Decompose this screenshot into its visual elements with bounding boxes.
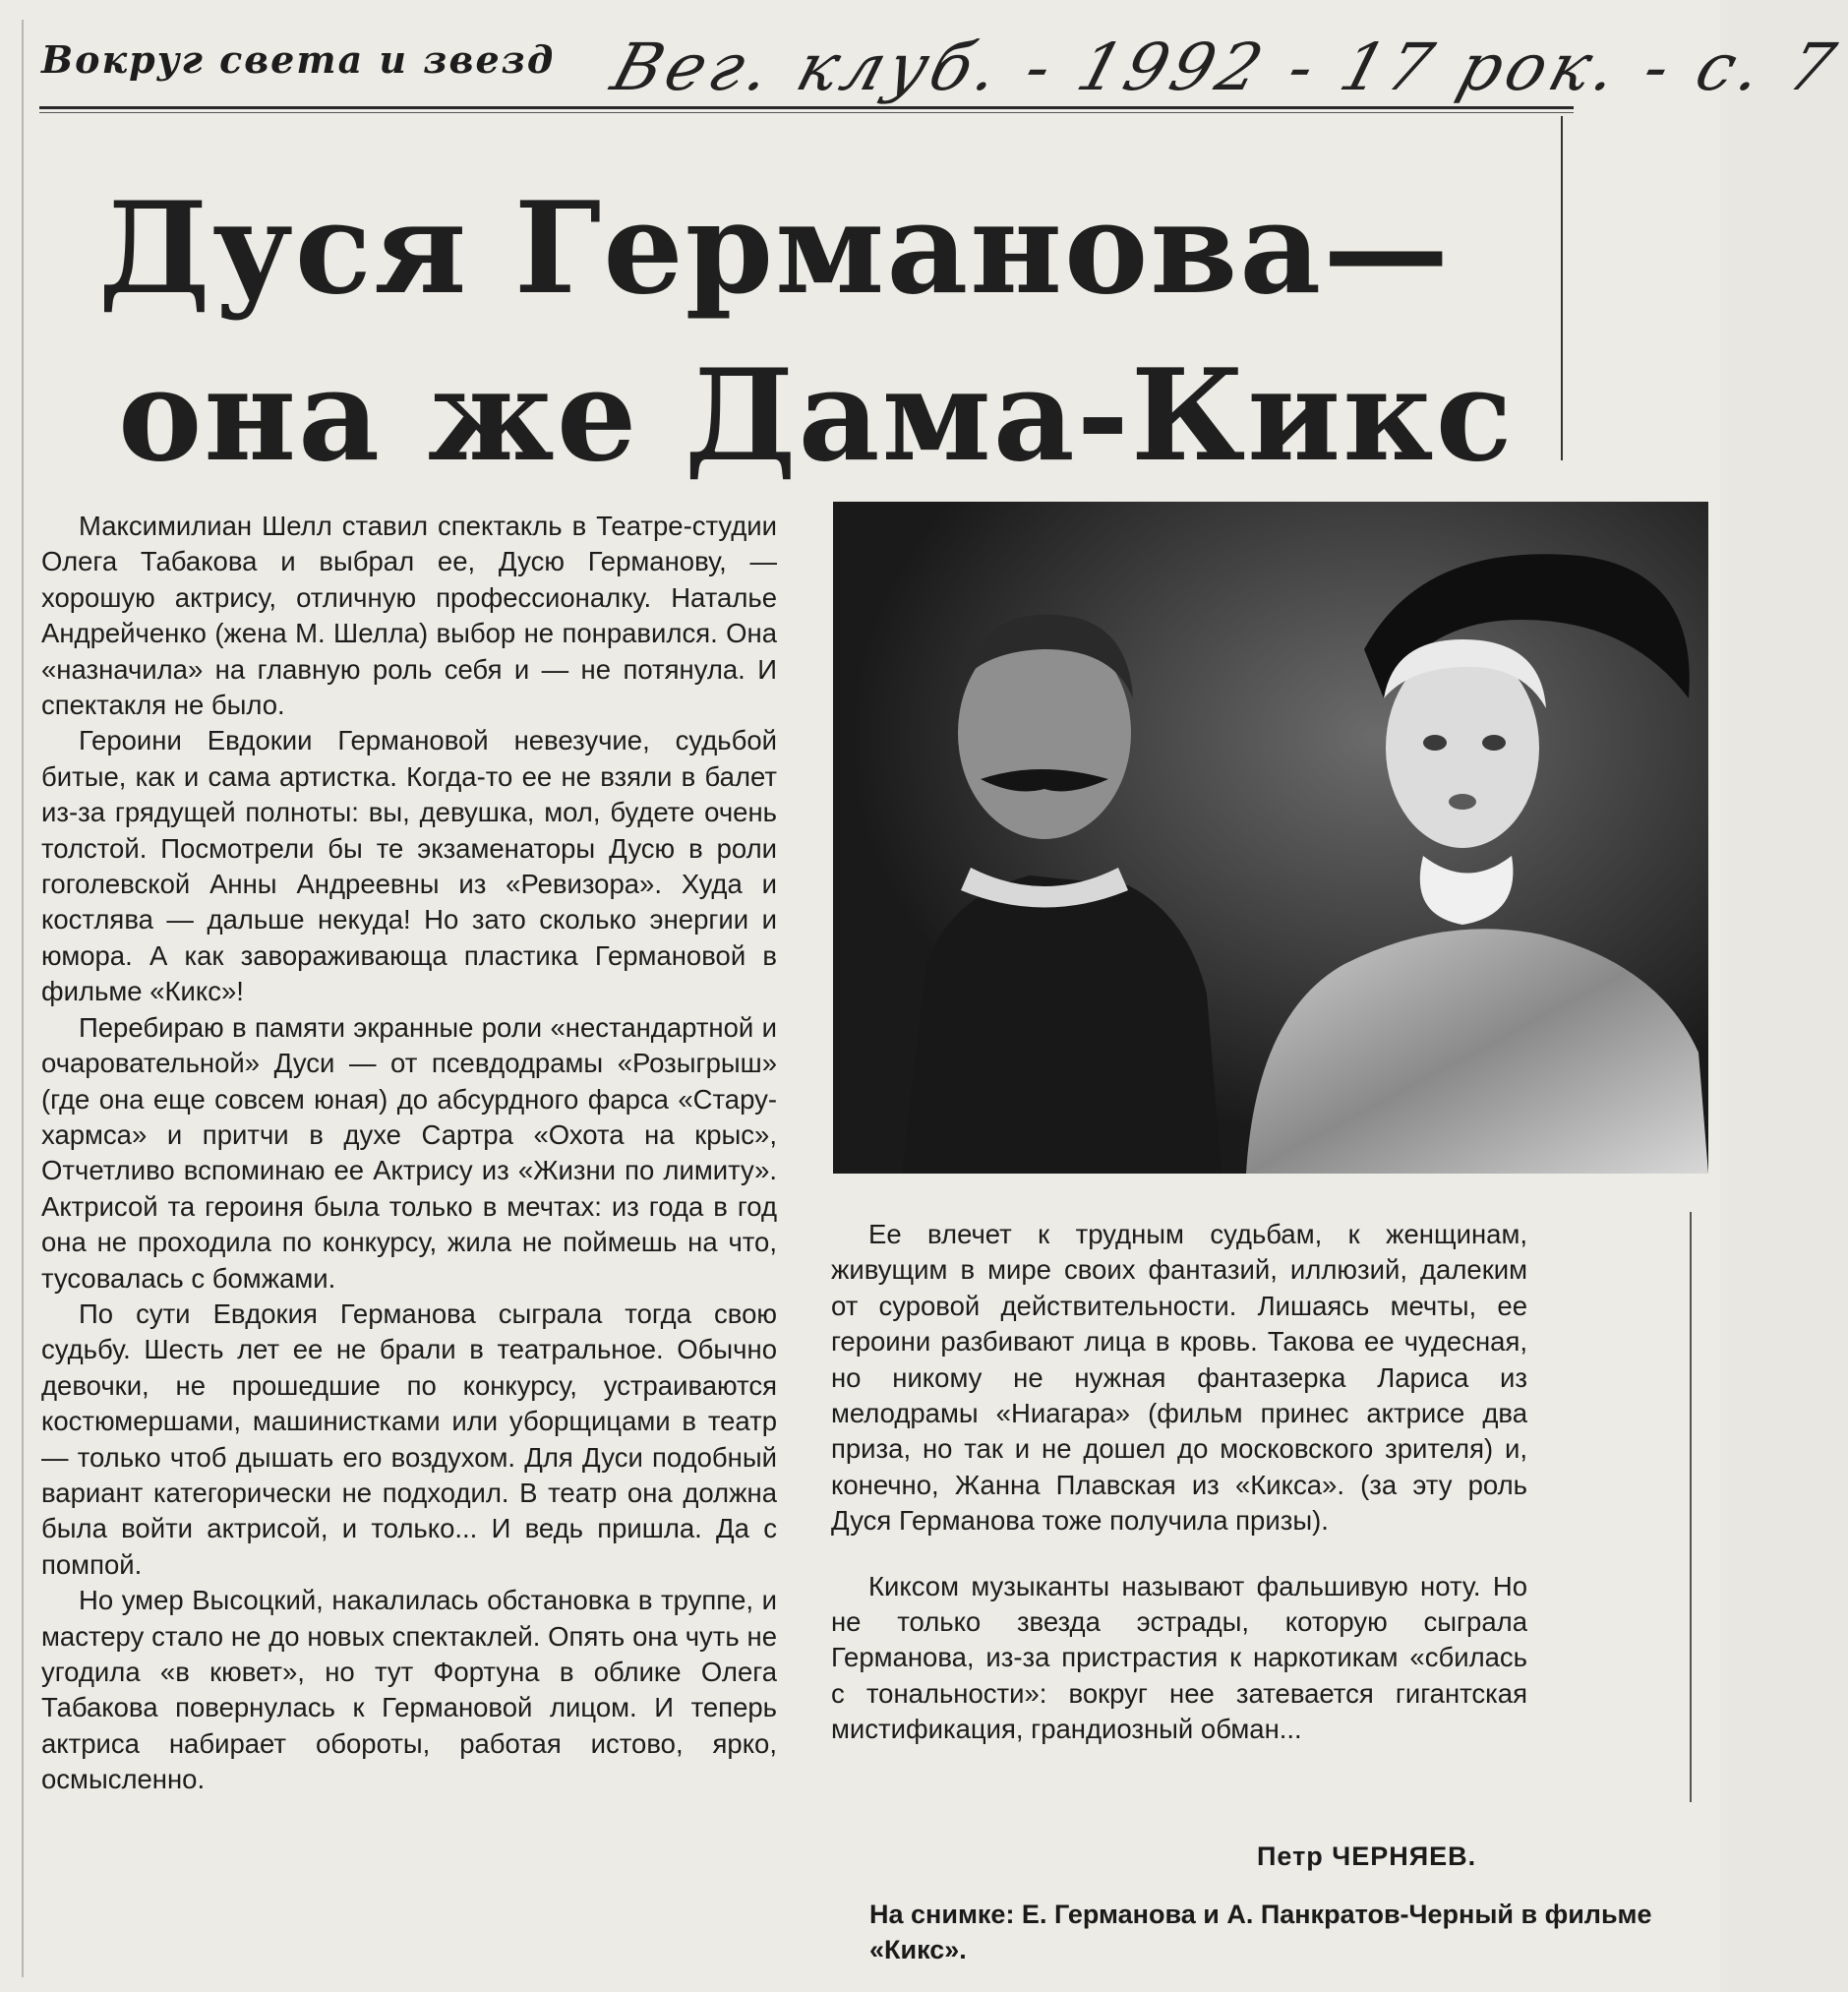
photo-illustration — [833, 502, 1708, 1174]
paragraph: Перебираю в памяти экранные роли «нестандартной и очаровательной» Дуси — от псевдодрамы «Розыгрыш» (где она еще совсем юная) до абсурдного фарса «Стару-хармса» и притчи в духе Сартра «Охота на крыс», Отчетливо вспоминаю ее Актрису из «Жизни по лимиту». Актрисой та героиня была только в мечтах: из года в год она не проходила по конкурсу, жила не поймешь на что, тусовалась с бомжами. — [41, 1011, 777, 1294]
paragraph: Киксом музыканты называют фальшивую ноту. Но не только звезда эстрады, которую сыграла Германова, из-за пристрастия к наркотикам «сбилась с тональности»: вокруг нее затевается гигантская мистификация, грандиозный обман... — [831, 1570, 1527, 1745]
photo-caption: На снимке: Е. Германова и А. Панкратов-Черный в фильме «Кикс». — [869, 1900, 1652, 1964]
header-rule — [39, 106, 1574, 109]
article-left-column — [41, 509, 777, 1798]
section-rubric: Вокруг света и звезд — [41, 37, 556, 82]
author-byline: Петр ЧЕРНЯЕВ. — [1257, 1841, 1477, 1871]
headline-right-rule — [1561, 116, 1563, 460]
handwritten-source-note: Вег. клуб. - 1992 - 17 рок. - с. 7 — [603, 30, 1848, 105]
headline-line-1: Дуся Германова— — [98, 175, 1452, 323]
paragraph: Героини Евдокии Германовой невезучие, судьбой битые, как и сама артистка. Когда-то ее не взяли в балет из-за грядущей полноты: вы, девушка, мол, будете очень толстой. Посмотрели бы те экзаменаторы Дусю в роли гоголевской Анны Андреевны из «Ревизора». Худа и костлява — дальше некуда! Но зато сколько энергии и юмора. А как завораживающа пластика Германовой в фильме «Кикс»! — [41, 725, 777, 1007]
paragraph: По сути Евдокия Германова сыграла тогда свою судьбу. Шесть лет ее не брали в театральное. Обычно девочки, не прошедшие по конкурсу, устраиваются костюмершами, машинистками или уборщицами в театр — только чтоб дышать его воздухом. Для Дуси подобный вариант категорически не подходил. В театр она должна была войти актрисой, и только... И ведь пришла. Да с помпой. — [41, 1298, 777, 1580]
paragraph: Максимилиан Шелл ставил спектакль в Театре-студии Олега Табакова и выбрал ее, Дусю Германову, — хорошую актрису, отличную профессионалку. Наталье Андрейченко (жена М. Шелла) выбор не понравился. Она «назначила» на главную роль себя и — не потянула. И спектакля не было. — [41, 511, 777, 721]
film-still-photo — [833, 502, 1708, 1174]
article-right-column — [831, 1217, 1527, 1748]
left-margin-rule — [22, 20, 24, 1977]
header-rule-thin — [39, 112, 1574, 113]
right-column-rule — [1690, 1212, 1692, 1802]
headline — [98, 165, 1554, 500]
paragraph: Но умер Высоцкий, накалилась обстановка в труппе, и мастеру стало не до новых спектаклей. Опять она чуть не угодила «в кювет», но тут Фортуна в облике Олега Табакова повернулась к Германовой лицом. И теперь актриса набирает обороты, работая истово, ярко, осмысленно. — [41, 1585, 777, 1795]
paragraph: Ее влечет к трудным судьбам, к женщинам, живущим в мире своих фантазий, иллюзий, далеким от суровой действительности. Лишаясь мечты, ее героини разбивают лица в кровь. Такова ее чудесная, но никому не нужная фантазерка Лариса из мелодрамы «Ниагара» (фильм принес актрисе два приза, но так и не дошел до московского зрителя) и, конечно, Жанна Плавская из «Кикса». (за эту роль Дуся Германова тоже получила призы). — [831, 1219, 1527, 1537]
headline-line-2: она же Дама-Кикс — [118, 342, 1515, 490]
